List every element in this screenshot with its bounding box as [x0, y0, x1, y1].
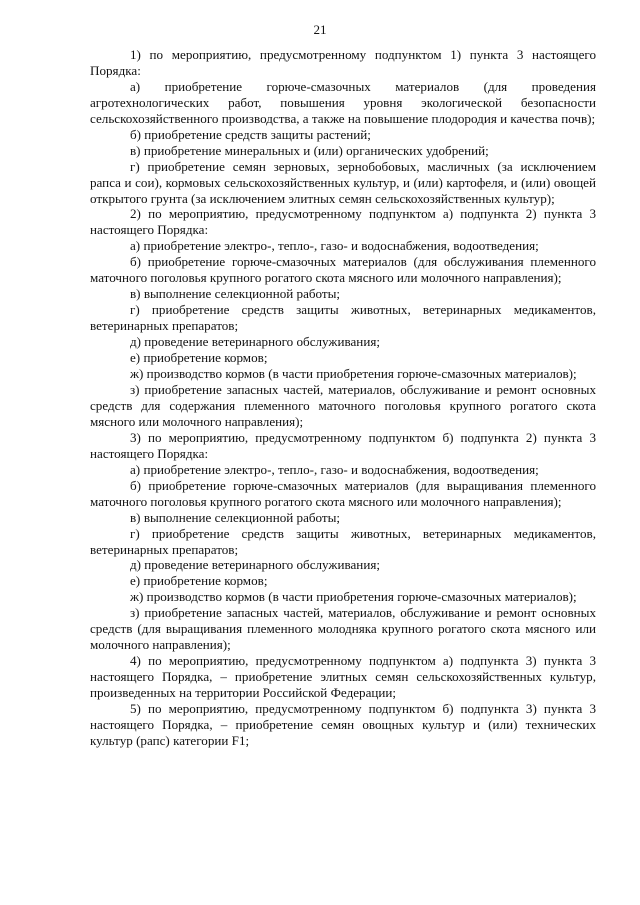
item-2-zh: ж) производство кормов (в части приобретения горюче-смазочных материалов); [130, 366, 577, 382]
item-3-v: в) выполнение селекционной работы; [130, 509, 341, 525]
item-3-b: б) приобретение горюче-смазочных материалов (для выращивания племенного маточного поголовья крупного рогатого скота мясного или молочного направления); [90, 477, 596, 509]
item-2-v: в) выполнение селекционной работы; [130, 286, 341, 302]
item-1-v: в) приобретение минеральных и (или) органических удобрений; [130, 142, 489, 158]
item-2-a: а) приобретение электро-, тепло-, газо- и водоснабжения, водоотведения; [130, 238, 539, 254]
item-2-z: з) приобретение запасных частей, материалов, обслуживание и ремонт основных средств для содержания племенного маточного поголовья крупного рогатого скота мясного или молочного направления); [90, 381, 596, 429]
item-1-b: б) приобретение средств защиты растений; [130, 126, 371, 142]
item-2-g: г) приобретение средств защиты животных, ветеринарных медикаментов, ветеринарных препаратов; [90, 302, 596, 334]
item-3-heading: 3) по мероприятию, предусмотренному подпунктом б) подпункта 2) пункта 3 настоящего Порядка: [90, 429, 596, 461]
page-number: 21 [313, 22, 327, 37]
item-1-g: г) приобретение семян зерновых, зернобобовых, масличных (за исключением рапса и сои), кормовых сельскохозяйственных культур, и (или) картофеля, и (или) овощей открытого грунта (за исключением элитных семян сельскохозяйственных культур); [90, 158, 596, 206]
item-3-e: е) приобретение кормов; [130, 573, 268, 589]
item-2-b: б) приобретение горюче-смазочных материалов (для обслуживания племенного маточного поголовья крупного рогатого скота мясного или молочного направления); [90, 254, 596, 286]
item-1-a: а) приобретение горюче-смазочных материалов (для проведения агротехнологических работ, повышения уровня экологической безопасности сельскохозяйственного производства, а также на повышение плодородия и качества почв); [90, 78, 596, 126]
item-3-d: д) проведение ветеринарного обслуживания; [130, 557, 380, 573]
item-3-g: г) приобретение средств защиты животных, ветеринарных медикаментов, ветеринарных препаратов; [90, 525, 596, 557]
item-1-heading: 1) по мероприятию, предусмотренному подпунктом 1) пункта 3 настоящего Порядка: [90, 46, 596, 78]
item-2-e: е) приобретение кормов; [130, 350, 268, 366]
item-5: 5) по мероприятию, предусмотренному подпунктом б) подпункта 3) пункта 3 настоящего Порядка, – приобретение семян овощных культур и (или) технических культур (рапс) категории F1; [90, 701, 596, 748]
item-4: 4) по мероприятию, предусмотренному подпунктом а) подпункта 3) пункта 3 настоящего Порядка, – приобретение элитных семян сельскохозяйственных культур, произведенных на территории Российской Федерации; [90, 653, 596, 701]
item-3-z: з) приобретение запасных частей, материалов, обслуживание и ремонт основных средств (для выращивания племенного молодняка крупного рогатого скота мясного или молочного направления); [90, 605, 596, 653]
item-2-d: д) проведение ветеринарного обслуживания; [130, 334, 380, 350]
item-3-zh: ж) производство кормов (в части приобретения горюче-смазочных материалов); [130, 589, 577, 605]
item-2-heading: 2) по мероприятию, предусмотренному подпунктом а) подпункта 2) пункта 3 настоящего Порядка: [90, 206, 596, 238]
item-3-a: а) приобретение электро-, тепло-, газо- и водоснабжения, водоотведения; [130, 461, 539, 477]
